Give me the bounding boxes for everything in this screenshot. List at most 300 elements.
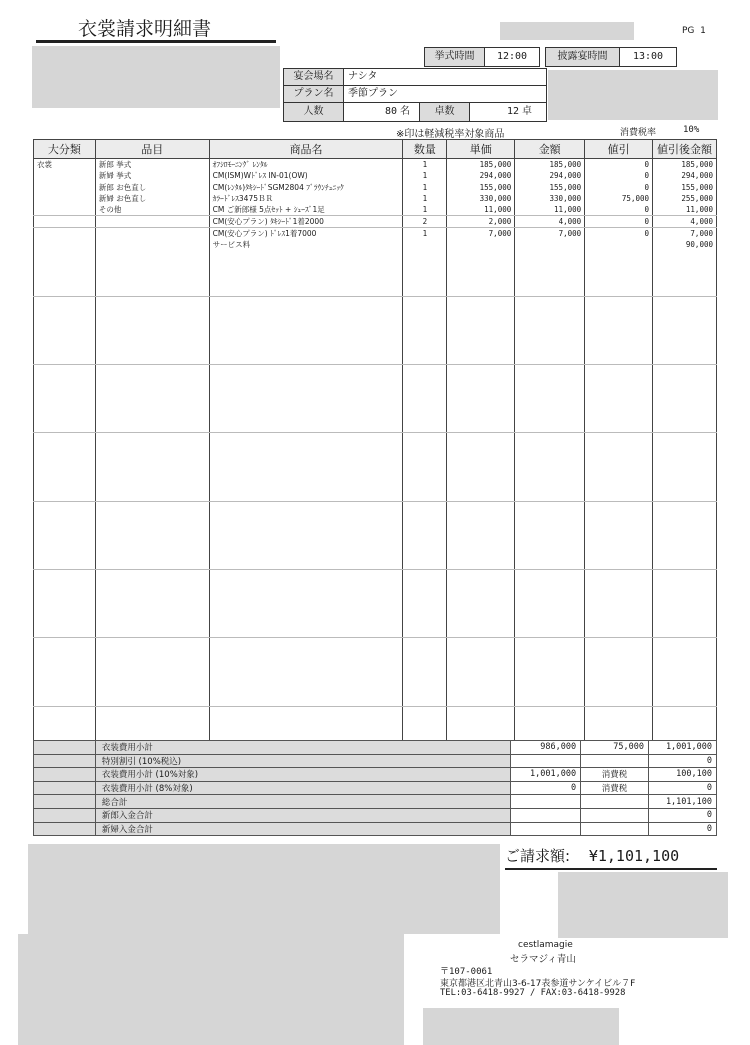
col-item: 品目 [95,140,209,159]
empty-row [34,399,717,410]
row-discount: 0 [585,181,653,192]
table-row [34,239,717,250]
row-amount [515,387,585,398]
row-discount: 0 [585,228,653,240]
summary-total: 1,101,100 [648,795,716,809]
row-qty [403,251,447,262]
row-product [209,308,403,319]
row-product: ｶﾗｰﾄﾞﾚｽ3475ＢＲ [209,193,403,204]
table-row [34,170,717,181]
row-category [34,170,96,181]
row-unit-price [447,421,515,432]
row-amount [515,421,585,432]
row-discount: 75,000 [585,193,653,204]
row-discount [585,353,653,364]
row-item [95,558,209,569]
row-category [34,570,96,581]
row-discount [585,524,653,535]
empty-row [34,626,717,637]
row-item [95,638,209,649]
row-amount [515,399,585,410]
row-discount [585,330,653,341]
row-product [209,535,403,546]
row-discount [585,410,653,421]
row-item [95,285,209,296]
row-product [209,319,403,330]
row-product: CM(ﾚﾝﾀﾙ)ﾀｷｼｰﾄﾞSGM2804 ﾌﾞﾗｳﾝﾁｭﾆｯｸ [209,181,403,192]
row-product [209,729,403,740]
row-unit-price [447,661,515,672]
row-category [34,410,96,421]
row-product: ｵﾌｼﾛﾓｰﾆﾝｸﾞ ﾚﾝﾀﾙ [209,159,403,171]
row-net: 7,000 [653,228,717,240]
row-net [653,672,717,683]
row-item [95,228,209,240]
row-product [209,262,403,273]
row-discount [585,729,653,740]
row-product [209,421,403,432]
row-qty [403,273,447,284]
row-qty [403,456,447,467]
row-item [95,410,209,421]
row-product [209,467,403,478]
row-qty [403,558,447,569]
row-amount: 7,000 [515,228,585,240]
guests-value: 80 [384,106,397,117]
row-net [653,296,717,307]
summary-label: 衣装費用小計 (10%対象) [95,768,510,782]
row-category [34,672,96,683]
row-unit-price [447,501,515,512]
row-category [34,547,96,558]
row-qty [403,570,447,581]
row-product [209,661,403,672]
row-product [209,547,403,558]
row-item [95,308,209,319]
row-amount [515,285,585,296]
row-discount [585,547,653,558]
row-product [209,330,403,341]
row-amount [515,273,585,284]
empty-row [34,570,717,581]
row-unit-price [447,718,515,729]
row-category [34,718,96,729]
row-discount [585,672,653,683]
guests-unit: 名 [400,103,420,121]
row-item [95,399,209,410]
row-qty [403,342,447,353]
summary-total: 1,001,000 [648,741,716,755]
row-unit-price [447,319,515,330]
empty-row [34,353,717,364]
summary-table [33,740,717,836]
row-discount [585,558,653,569]
row-amount [515,524,585,535]
summary-mid: 75,000 [581,741,649,755]
row-amount [515,649,585,660]
row-unit-price [447,581,515,592]
row-unit-price [447,626,515,637]
row-category [34,239,96,250]
row-qty [403,330,447,341]
row-product [209,501,403,512]
row-category [34,330,96,341]
row-unit-price [447,456,515,467]
empty-row [34,433,717,444]
invoice-amount: ¥1,101,100 [588,847,680,865]
row-item [95,592,209,603]
summary-spacer [34,754,96,768]
row-net [653,524,717,535]
redacted-block [32,46,280,108]
row-item [95,649,209,660]
empty-row [34,251,717,262]
row-amount [515,570,585,581]
row-unit-price [447,353,515,364]
row-amount: 294,000 [515,170,585,181]
row-net [653,501,717,512]
empty-row [34,683,717,694]
summary-amount [511,822,581,836]
empty-row [34,729,717,740]
row-category [34,456,96,467]
tax-rate-value: 10% [683,125,700,135]
row-item [95,216,209,228]
row-discount [585,615,653,626]
summary-mid [581,808,649,822]
row-item [95,330,209,341]
row-net [653,718,717,729]
row-amount [515,638,585,649]
summary-amount [511,795,581,809]
empty-row [34,661,717,672]
redacted-block [18,934,404,1045]
row-qty: 1 [403,159,447,171]
row-net [653,649,717,660]
empty-row [34,387,717,398]
empty-row [34,330,717,341]
plan-row [284,86,546,103]
row-unit-price [447,570,515,581]
row-category [34,581,96,592]
empty-row [34,513,717,524]
row-net [653,353,717,364]
row-qty [403,615,447,626]
company-name-latin: cestlamagie [518,940,573,950]
row-amount [515,683,585,694]
row-net [653,364,717,375]
row-unit-price: 185,000 [447,159,515,171]
row-discount [585,718,653,729]
row-category [34,513,96,524]
row-product [209,558,403,569]
row-unit-price [447,467,515,478]
row-category [34,319,96,330]
row-item [95,672,209,683]
row-item [95,467,209,478]
row-product [209,273,403,284]
reception-time-box [545,47,677,67]
row-net [653,535,717,546]
row-category [34,193,96,204]
row-qty [403,524,447,535]
row-amount [515,581,585,592]
row-amount [515,501,585,512]
row-discount [585,296,653,307]
row-net [653,376,717,387]
redacted-block [548,70,718,120]
row-net: 90,000 [653,239,717,250]
redacted-block [558,872,728,938]
row-unit-price [447,273,515,284]
venue-label: 宴会場名 [284,69,344,85]
col-product: 商品名 [209,140,403,159]
summary-amount: 1,001,000 [511,768,581,782]
row-discount [585,478,653,489]
row-discount: 0 [585,216,653,228]
row-item [95,695,209,706]
row-qty [403,718,447,729]
row-qty [403,387,447,398]
row-unit-price [447,615,515,626]
row-product [209,342,403,353]
empty-row [34,581,717,592]
row-product: CM(ISM)Wﾄﾞﾚｽ IN-01(OW) [209,170,403,181]
row-product [209,376,403,387]
row-category [34,308,96,319]
row-qty [403,364,447,375]
row-unit-price: 7,000 [447,228,515,240]
empty-row [34,638,717,649]
row-product [209,456,403,467]
row-qty [403,467,447,478]
company-contact: TEL:03-6418-9927 / FAX:03-6418-9928 [440,988,626,998]
row-category [34,181,96,192]
row-unit-price: 11,000 [447,204,515,216]
row-discount [585,649,653,660]
row-discount [585,581,653,592]
empty-row [34,501,717,512]
row-category [34,706,96,717]
row-product [209,296,403,307]
row-discount [585,501,653,512]
summary-label: 新婦入金合計 [95,822,510,836]
empty-row [34,421,717,432]
row-discount [585,285,653,296]
row-item [95,501,209,512]
row-category [34,695,96,706]
row-qty [403,444,447,455]
event-info-box [283,68,547,122]
summary-label: 特別割引 (10%税込) [95,754,510,768]
empty-row [34,490,717,501]
row-net [653,456,717,467]
row-net [653,695,717,706]
row-amount [515,376,585,387]
row-discount [585,342,653,353]
row-product [209,478,403,489]
ceremony-time-box [424,47,540,67]
row-amount [515,535,585,546]
row-unit-price [447,330,515,341]
row-product [209,592,403,603]
row-qty [403,513,447,524]
row-unit-price [447,695,515,706]
row-product [209,581,403,592]
row-unit-price [447,513,515,524]
row-qty [403,683,447,694]
row-amount [515,718,585,729]
row-discount [585,638,653,649]
row-item [95,718,209,729]
empty-row [34,524,717,535]
row-category [34,558,96,569]
row-net [653,285,717,296]
row-unit-price [447,592,515,603]
row-unit-price [447,410,515,421]
row-discount [585,376,653,387]
row-amount [515,456,585,467]
row-unit-price [447,239,515,250]
row-discount [585,626,653,637]
row-amount [515,547,585,558]
table-row [34,181,717,192]
row-amount: 155,000 [515,181,585,192]
row-category [34,649,96,660]
row-category [34,296,96,307]
row-product [209,444,403,455]
row-product [209,490,403,501]
empty-row [34,718,717,729]
title-underline [36,40,276,43]
row-product [209,672,403,683]
row-item [95,524,209,535]
row-qty [403,239,447,250]
table-row [34,159,717,171]
row-category [34,251,96,262]
venue-value: ナシタ [348,71,378,82]
plan-label: プラン名 [284,86,344,102]
row-item [95,387,209,398]
row-amount [515,262,585,273]
row-amount [515,251,585,262]
row-discount [585,308,653,319]
row-category [34,604,96,615]
row-amount [515,239,585,250]
redacted-block [423,1008,619,1045]
venue-row [284,69,546,86]
row-category [34,228,96,240]
row-item [95,729,209,740]
row-net [653,467,717,478]
row-discount [585,695,653,706]
row-qty: 2 [403,216,447,228]
row-net [653,558,717,569]
row-discount [585,433,653,444]
row-qty: 1 [403,228,447,240]
row-product [209,524,403,535]
row-net [653,330,717,341]
row-qty [403,262,447,273]
redacted-block [28,844,500,934]
row-net [653,581,717,592]
row-unit-price [447,683,515,694]
row-amount [515,478,585,489]
empty-row [34,535,717,546]
row-unit-price [447,478,515,489]
row-category [34,364,96,375]
row-discount [585,421,653,432]
row-product [209,353,403,364]
items-table [33,139,717,741]
row-qty [403,478,447,489]
items-header-row [34,140,717,159]
row-qty [403,661,447,672]
row-category [34,216,96,228]
row-qty [403,285,447,296]
summary-spacer [34,795,96,809]
empty-row [34,410,717,421]
row-net [653,729,717,740]
row-amount [515,626,585,637]
empty-row [34,547,717,558]
empty-row [34,444,717,455]
summary-mid [581,822,649,836]
row-amount [515,319,585,330]
summary-body [34,741,717,836]
row-net [653,706,717,717]
row-item: 新婦 挙式 [95,170,209,181]
row-amount [515,695,585,706]
row-unit-price [447,342,515,353]
table-row [34,228,717,240]
summary-total: 0 [648,781,716,795]
empty-row [34,262,717,273]
row-product [209,513,403,524]
row-unit-price [447,490,515,501]
row-amount [515,444,585,455]
row-qty [403,308,447,319]
page-number: 1 [700,26,706,36]
reception-time-label: 披露宴時間 [546,48,620,66]
row-product [209,683,403,694]
row-net [653,342,717,353]
row-item [95,683,209,694]
col-unit-price: 単価 [447,140,515,159]
row-net [653,615,717,626]
row-unit-price [447,251,515,262]
row-discount [585,399,653,410]
row-product [209,638,403,649]
row-qty: 1 [403,204,447,216]
row-unit-price [447,649,515,660]
row-discount [585,535,653,546]
row-qty: 1 [403,193,447,204]
summary-mid [581,754,649,768]
row-discount [585,273,653,284]
row-amount [515,364,585,375]
row-unit-price [447,308,515,319]
row-net [653,604,717,615]
row-discount [585,513,653,524]
redacted-block [500,22,634,40]
row-unit-price: 294,000 [447,170,515,181]
row-item: その他 [95,204,209,216]
row-unit-price [447,262,515,273]
empty-row [34,695,717,706]
row-item [95,251,209,262]
row-unit-price [447,638,515,649]
